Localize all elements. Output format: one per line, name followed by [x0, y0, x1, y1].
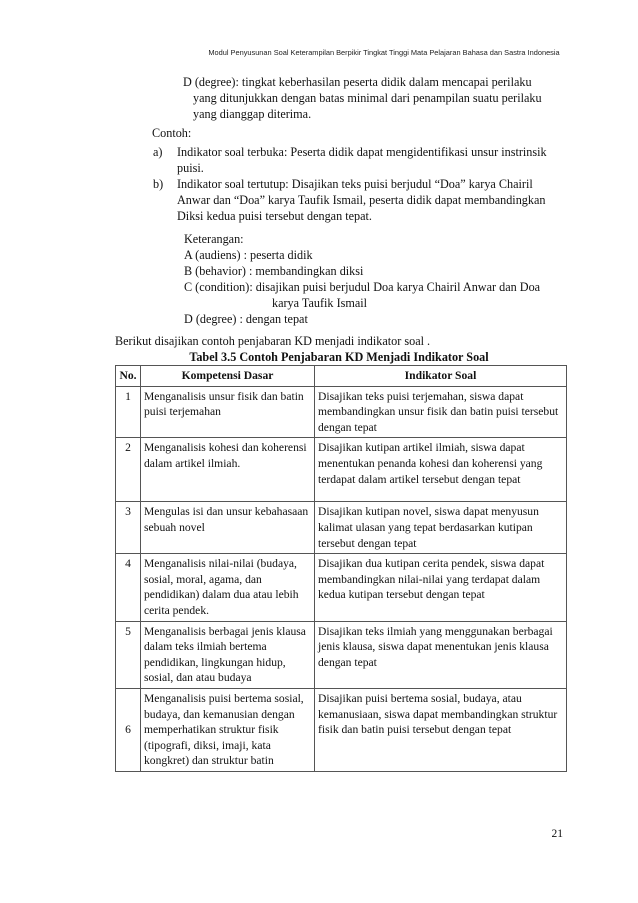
- table-row: [116, 502, 567, 554]
- intro-paragraph: Berikut disajikan contoh penjabaran KD menjadi indikator soal .: [115, 334, 431, 348]
- table-header-row: [116, 366, 567, 387]
- keterangan-d: D (degree) : dengan tepat: [184, 312, 308, 326]
- keterangan-c-cont: karya Taufik Ismail: [272, 296, 368, 310]
- kd-cell: Menganalisis berbagai jenis klausa dalam teks ilmiah bertema pendidikan, lingkungan hidup, sosial, dan atau budaya: [141, 621, 315, 688]
- contoh-label: Contoh:: [152, 126, 192, 140]
- kd-table: [115, 365, 567, 772]
- keterangan-a: A (audiens) : peserta didik: [184, 248, 313, 262]
- table-row: [116, 688, 567, 771]
- keterangan-b: B (behavior) : membandingkan diksi: [184, 264, 364, 278]
- degree-line-3: yang dianggap diterima.: [193, 107, 312, 121]
- table-caption: Tabel 3.5 Contoh Penjabaran KD Menjadi Indikator Soal: [189, 350, 489, 364]
- indikator-cell: Disajikan kutipan novel, siswa dapat menyusun kalimat ulasan yang tepat berdasarkan kutipan tersebut dengan tepat: [315, 502, 567, 554]
- indikator-cell: Disajikan puisi bertema sosial, budaya, atau kemanusiaan, siswa dapat membandingkan struktur fisik dan batin puisi tersebut dengan tepat: [315, 688, 567, 771]
- degree-line-2: yang ditunjukkan dengan batas minimal dari penampilan suatu perilaku: [193, 91, 542, 105]
- row-number: 6: [116, 688, 141, 771]
- table-row: [116, 386, 567, 438]
- keterangan-c: C (condition): disajikan puisi berjudul Doa karya Chairil Anwar dan Doa: [184, 280, 541, 294]
- item-a-marker: a): [153, 145, 163, 159]
- keterangan-title: Keterangan:: [184, 232, 244, 246]
- indikator-cell: Disajikan kutipan artikel ilmiah, siswa dapat menentukan penanda kohesi dan koherensi yang terdapat dalam artikel tersebut dengan tepat: [315, 438, 567, 502]
- row-number: 2: [116, 438, 141, 502]
- kd-cell: Menganalisis puisi bertema sosial, budaya, dan kemanusian dengan memperhatikan struktur fisik (tipografi, diksi, imaji, kata kongkret) dan struktur batin: [141, 688, 315, 771]
- item-b-line-1: Indikator soal tertutup: Disajikan teks puisi berjudul “Doa” karya Chairil: [177, 177, 533, 191]
- item-b-marker: b): [153, 177, 164, 191]
- item-a-line-2: puisi.: [177, 161, 204, 175]
- item-b-line-2: Anwar dan “Doa” karya Taufik Ismail, peserta didik dapat membandingkan: [177, 193, 546, 207]
- row-number: 4: [116, 554, 141, 621]
- table-row: [116, 554, 567, 621]
- degree-line-1: D (degree): tingkat keberhasilan peserta didik dalam mencapai perilaku: [183, 75, 532, 89]
- row-number: 3: [116, 502, 141, 554]
- running-header: Modul Penyusunan Soal Keterampilan Berpikir Tingkat Tinggi Mata Pelajaran Bahasa dan Sastra Indonesia: [208, 48, 560, 57]
- header-no: No.: [116, 366, 141, 387]
- row-number: 5: [116, 621, 141, 688]
- row-number: 1: [116, 386, 141, 438]
- table-row: [116, 621, 567, 688]
- header-indikator-soal: Indikator Soal: [315, 366, 567, 387]
- table-row: [116, 438, 567, 502]
- indikator-cell: Disajikan teks ilmiah yang menggunakan berbagai jenis klausa, siswa dapat menentukan jenis klausa dengan tepat: [315, 621, 567, 688]
- kd-cell: Menganalisis nilai-nilai (budaya, sosial, moral, agama, dan pendidikan) dalam dua atau lebih cerita pendek.: [141, 554, 315, 621]
- indikator-cell: Disajikan dua kutipan cerita pendek, siswa dapat membandingkan nilai-nilai yang terdapat dalam kedua kutipan tersebut dengan tepat: [315, 554, 567, 621]
- page-number: 21: [551, 828, 563, 840]
- header-kompetensi-dasar: Kompetensi Dasar: [141, 366, 315, 387]
- item-b-line-3: Diksi kedua puisi tersebut dengan tepat.: [177, 209, 372, 223]
- kd-cell: Mengulas isi dan unsur kebahasaan sebuah novel: [141, 502, 315, 554]
- kd-cell: Menganalisis unsur fisik dan batin puisi terjemahan: [141, 386, 315, 438]
- kd-cell: Menganalisis kohesi dan koherensi dalam artikel ilmiah.: [141, 438, 315, 502]
- indikator-cell: Disajikan teks puisi terjemahan, siswa dapat membandingkan unsur fisik dan batin puisi tersebut dengan tepat: [315, 386, 567, 438]
- item-a-line-1: Indikator soal terbuka: Peserta didik dapat mengidentifikasi unsur instrinsik: [177, 145, 547, 159]
